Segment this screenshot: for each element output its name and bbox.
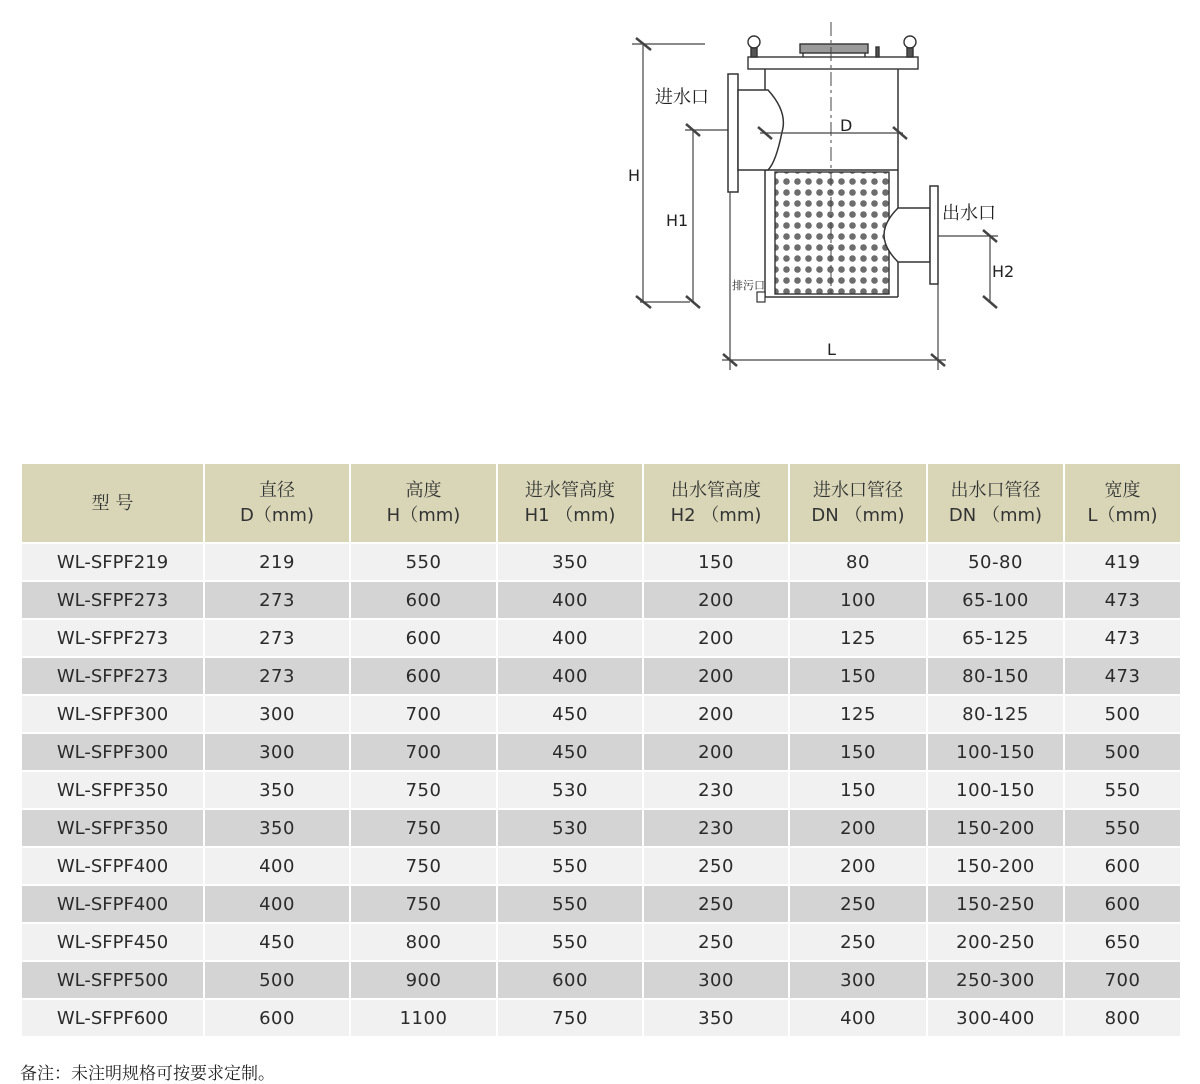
- cell-outlet-dn: 100-150: [927, 733, 1064, 771]
- cell-height: 700: [350, 695, 497, 733]
- dimension-H: [632, 38, 705, 308]
- cell-inlet-height: 350: [497, 543, 643, 581]
- table-row: [21, 733, 1181, 771]
- cell-diameter: 350: [204, 809, 350, 847]
- cell-diameter: 600: [204, 999, 350, 1037]
- cell-inlet-height: 450: [497, 733, 643, 771]
- spec-table: [20, 462, 1182, 1038]
- cell-diameter: 450: [204, 923, 350, 961]
- cell-width: 473: [1064, 581, 1181, 619]
- cell-model: WL-SFPF500: [21, 961, 204, 999]
- dim-label-D: D: [840, 116, 853, 135]
- cell-inlet-height: 400: [497, 581, 643, 619]
- table-row: [21, 581, 1181, 619]
- table-row: [21, 847, 1181, 885]
- cell-model: WL-SFPF350: [21, 809, 204, 847]
- cell-outlet-height: 300: [643, 961, 789, 999]
- cell-outlet-height: 200: [643, 619, 789, 657]
- cell-outlet-height: 250: [643, 923, 789, 961]
- cell-width: 550: [1064, 809, 1181, 847]
- cell-inlet-dn: 250: [789, 923, 927, 961]
- header-width: 宽度 L（mm): [1064, 463, 1181, 543]
- drain-label: 排污口: [732, 279, 765, 292]
- cell-width: 650: [1064, 923, 1181, 961]
- cell-outlet-dn: 300-400: [927, 999, 1064, 1037]
- cell-inlet-dn: 150: [789, 733, 927, 771]
- outlet-pipe: [884, 186, 938, 284]
- cell-inlet-height: 600: [497, 961, 643, 999]
- outlet-label: 出水口: [942, 203, 996, 224]
- cell-height: 600: [350, 581, 497, 619]
- cell-inlet-dn: 125: [789, 695, 927, 733]
- cell-diameter: 400: [204, 847, 350, 885]
- cell-inlet-height: 530: [497, 771, 643, 809]
- cell-model: WL-SFPF400: [21, 847, 204, 885]
- cell-outlet-height: 230: [643, 809, 789, 847]
- filter-lid: [748, 36, 918, 69]
- cell-inlet-dn: 150: [789, 657, 927, 695]
- cell-inlet-height: 550: [497, 847, 643, 885]
- table-row: [21, 923, 1181, 961]
- cell-height: 750: [350, 885, 497, 923]
- cell-width: 700: [1064, 961, 1181, 999]
- cell-height: 750: [350, 771, 497, 809]
- table-row: [21, 999, 1181, 1037]
- cell-diameter: 350: [204, 771, 350, 809]
- cell-width: 473: [1064, 657, 1181, 695]
- inlet-label: 进水口: [655, 87, 709, 108]
- cell-inlet-dn: 200: [789, 847, 927, 885]
- dim-label-H: H: [628, 166, 641, 185]
- cell-model: WL-SFPF219: [21, 543, 204, 581]
- cell-outlet-height: 350: [643, 999, 789, 1037]
- table-body: [21, 543, 1181, 1037]
- cell-height: 550: [350, 543, 497, 581]
- cell-height: 700: [350, 733, 497, 771]
- cell-diameter: 273: [204, 619, 350, 657]
- cell-diameter: 219: [204, 543, 350, 581]
- cell-outlet-height: 200: [643, 657, 789, 695]
- table-row: [21, 771, 1181, 809]
- cell-diameter: 273: [204, 581, 350, 619]
- cell-model: WL-SFPF450: [21, 923, 204, 961]
- cell-outlet-dn: 150-200: [927, 809, 1064, 847]
- cell-outlet-dn: 80-125: [927, 695, 1064, 733]
- cell-outlet-height: 150: [643, 543, 789, 581]
- cell-inlet-dn: 100: [789, 581, 927, 619]
- cell-inlet-height: 530: [497, 809, 643, 847]
- cell-outlet-height: 230: [643, 771, 789, 809]
- cell-height: 600: [350, 657, 497, 695]
- cell-model: WL-SFPF273: [21, 657, 204, 695]
- cell-inlet-height: 550: [497, 923, 643, 961]
- cell-inlet-dn: 200: [789, 809, 927, 847]
- cell-outlet-dn: 150-250: [927, 885, 1064, 923]
- cell-diameter: 500: [204, 961, 350, 999]
- cell-inlet-height: 550: [497, 885, 643, 923]
- cell-model: WL-SFPF273: [21, 581, 204, 619]
- cell-outlet-dn: 200-250: [927, 923, 1064, 961]
- filter-basket: [775, 172, 889, 294]
- cell-outlet-height: 200: [643, 695, 789, 733]
- header-inlet-height: 进水管高度 H1 （mm): [497, 463, 643, 543]
- cell-width: 473: [1064, 619, 1181, 657]
- table-row: [21, 695, 1181, 733]
- table-row: [21, 619, 1181, 657]
- cell-width: 500: [1064, 695, 1181, 733]
- cell-model: WL-SFPF273: [21, 619, 204, 657]
- cell-outlet-dn: 80-150: [927, 657, 1064, 695]
- header-outlet-height: 出水管高度 H2 （mm): [643, 463, 789, 543]
- cell-inlet-height: 400: [497, 657, 643, 695]
- filter-dimension-diagram: [600, 0, 1020, 390]
- cell-outlet-dn: 250-300: [927, 961, 1064, 999]
- cell-width: 550: [1064, 771, 1181, 809]
- cell-inlet-height: 400: [497, 619, 643, 657]
- header-height: 高度 H（mm): [350, 463, 497, 543]
- cell-outlet-dn: 65-100: [927, 581, 1064, 619]
- cell-model: WL-SFPF350: [21, 771, 204, 809]
- table-row: [21, 809, 1181, 847]
- cell-inlet-dn: 250: [789, 885, 927, 923]
- table-row: [21, 543, 1181, 581]
- dim-label-H2: H2: [992, 262, 1015, 281]
- table-header-row: [21, 463, 1181, 543]
- header-outlet-dn: 出水口管径 DN （mm): [927, 463, 1064, 543]
- cell-width: 800: [1064, 999, 1181, 1037]
- cell-diameter: 300: [204, 733, 350, 771]
- cell-outlet-dn: 150-200: [927, 847, 1064, 885]
- cell-model: WL-SFPF300: [21, 733, 204, 771]
- footnote: 备注：未注明规格可按要求定制。: [20, 1064, 275, 1084]
- table-row: [21, 885, 1181, 923]
- cell-inlet-dn: 80: [789, 543, 927, 581]
- drain-port: [757, 292, 765, 302]
- cell-outlet-dn: 50-80: [927, 543, 1064, 581]
- cell-model: WL-SFPF300: [21, 695, 204, 733]
- cell-outlet-dn: 100-150: [927, 771, 1064, 809]
- cell-diameter: 300: [204, 695, 350, 733]
- cell-outlet-height: 250: [643, 847, 789, 885]
- cell-height: 800: [350, 923, 497, 961]
- cell-height: 900: [350, 961, 497, 999]
- dim-label-H1: H1: [666, 211, 689, 230]
- dimension-H2: [938, 230, 998, 308]
- cell-inlet-dn: 150: [789, 771, 927, 809]
- cell-inlet-dn: 400: [789, 999, 927, 1037]
- cell-outlet-height: 250: [643, 885, 789, 923]
- cell-model: WL-SFPF400: [21, 885, 204, 923]
- cell-height: 1100: [350, 999, 497, 1037]
- cell-width: 600: [1064, 847, 1181, 885]
- cell-outlet-height: 200: [643, 581, 789, 619]
- cell-width: 500: [1064, 733, 1181, 771]
- cell-height: 600: [350, 619, 497, 657]
- cell-inlet-height: 750: [497, 999, 643, 1037]
- header-inlet-dn: 进水口管径 DN （mm): [789, 463, 927, 543]
- cell-height: 750: [350, 847, 497, 885]
- cell-height: 750: [350, 809, 497, 847]
- cell-diameter: 400: [204, 885, 350, 923]
- cell-outlet-dn: 65-125: [927, 619, 1064, 657]
- cell-model: WL-SFPF600: [21, 999, 204, 1037]
- cell-inlet-dn: 125: [789, 619, 927, 657]
- cell-inlet-dn: 300: [789, 961, 927, 999]
- table-row: [21, 961, 1181, 999]
- cell-outlet-height: 200: [643, 733, 789, 771]
- header-model: 型 号: [21, 463, 204, 543]
- cell-diameter: 273: [204, 657, 350, 695]
- cell-inlet-height: 450: [497, 695, 643, 733]
- table-row: [21, 657, 1181, 695]
- dim-label-L: L: [827, 340, 836, 359]
- cell-width: 419: [1064, 543, 1181, 581]
- header-diameter: 直径 D（mm): [204, 463, 350, 543]
- dimension-H1: [685, 124, 732, 308]
- cell-width: 600: [1064, 885, 1181, 923]
